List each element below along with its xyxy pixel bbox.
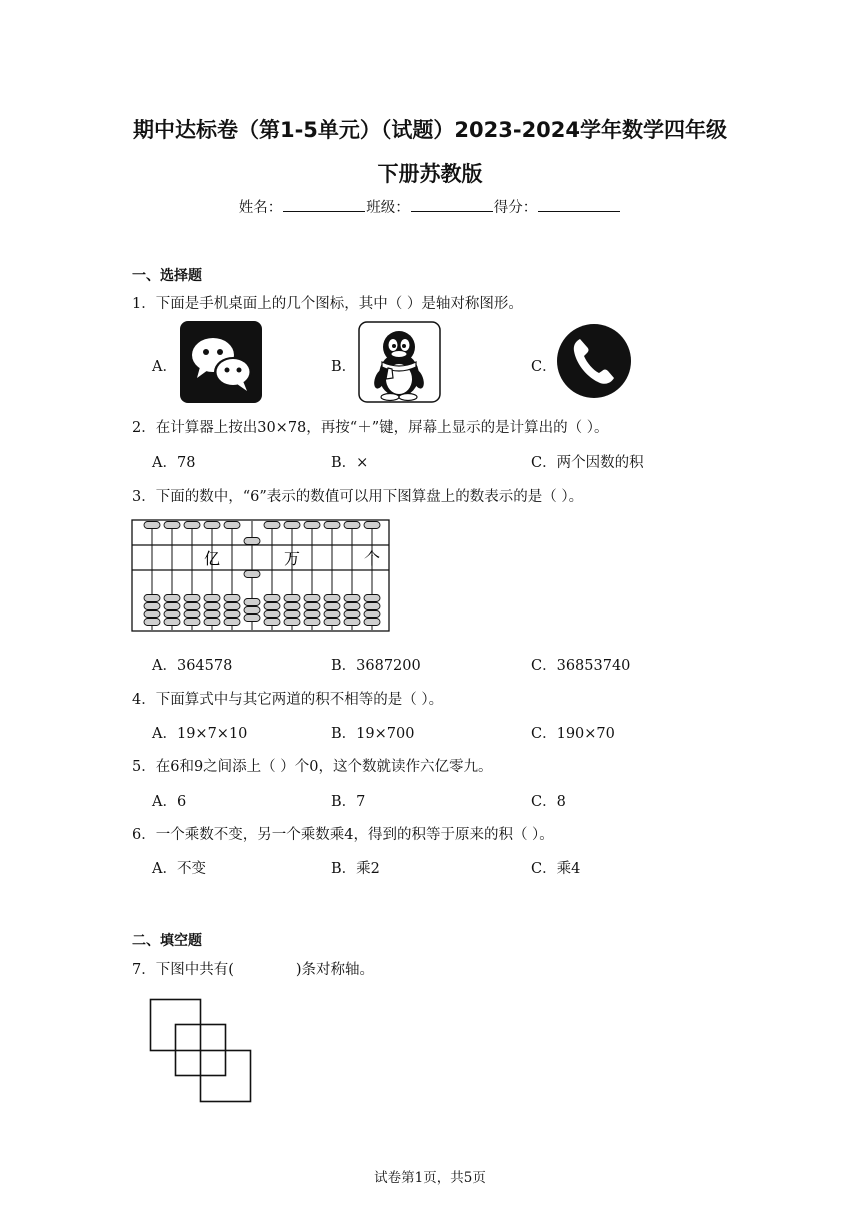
abacus-lower-bead (264, 619, 280, 626)
q1-option-c-label: C． (531, 359, 557, 375)
abacus-lower-bead (224, 603, 240, 610)
abacus-lower-bead (344, 611, 360, 618)
q5-option-a: A．6 (152, 794, 187, 810)
q4-option-b: B．19×700 (331, 726, 415, 742)
abacus-lower-bead (164, 619, 180, 626)
q4-option-c: C．190×70 (531, 726, 615, 742)
abacus-label-ge: 个 (363, 549, 381, 568)
abacus-label-yi: 亿 (203, 549, 221, 568)
name-label: 姓名： (238, 200, 283, 216)
abacus-lower-bead (244, 571, 260, 578)
abacus-lower-bead (224, 611, 240, 618)
question-7-text-before: 7．下图中共有( (132, 962, 234, 978)
abacus-lower-bead (244, 607, 260, 614)
q3-option-a: A．364578 (152, 658, 233, 674)
abacus-lower-bead (344, 595, 360, 602)
abacus-lower-bead (164, 611, 180, 618)
q5-option-c: C．8 (531, 794, 566, 810)
page-footer: 试卷第1页，共5页 (374, 1170, 486, 1186)
section-title-fill-in: 二、填空题 (132, 933, 202, 949)
overlapping-squares-figure (149, 998, 254, 1108)
wechat-icon (180, 321, 262, 407)
abacus-lower-bead (184, 595, 200, 602)
abacus-upper-bead (344, 522, 360, 529)
phone-icon (556, 323, 632, 403)
abacus-lower-bead (304, 595, 320, 602)
abacus-lower-bead (284, 603, 300, 610)
question-1-text: 1．下面是手机桌面上的几个图标，其中（ ）是轴对称图形。 (132, 296, 523, 312)
name-field[interactable] (283, 197, 365, 212)
abacus-lower-bead (244, 599, 260, 606)
abacus-lower-bead (204, 611, 220, 618)
abacus-lower-bead (324, 611, 340, 618)
abacus-lower-bead (364, 603, 380, 610)
abacus-lower-bead (324, 603, 340, 610)
abacus-upper-bead (304, 522, 320, 529)
abacus-lower-bead (344, 603, 360, 610)
q6-option-c: C．乘4 (531, 861, 581, 877)
section-title-multiple-choice: 一、选择题 (132, 268, 202, 284)
abacus-upper-bead (364, 522, 380, 529)
abacus-lower-bead (324, 619, 340, 626)
abacus-lower-bead (304, 603, 320, 610)
abacus-lower-bead (204, 619, 220, 626)
question-7-text-after: )条对称轴。 (295, 962, 375, 978)
abacus-lower-bead (264, 595, 280, 602)
abacus-lower-bead (264, 603, 280, 610)
page-title-line-2: 下册苏教版 (377, 162, 483, 186)
abacus-lower-bead (284, 595, 300, 602)
abacus-lower-bead (344, 619, 360, 626)
abacus-lower-bead (284, 611, 300, 618)
abacus-upper-bead (224, 522, 240, 529)
q1-option-a-label: A． (152, 359, 177, 375)
abacus-lower-bead (144, 595, 160, 602)
question-2-text: 2．在计算器上按出30×78，再按“＋”键，屏幕上显示的是计算出的（ ）。 (132, 420, 609, 436)
page-title-line-1: 期中达标卷（第1-5单元）（试题）2023-2024学年数学四年级 (132, 118, 728, 142)
q6-option-a: A．不变 (152, 861, 206, 877)
abacus-upper-bead (164, 522, 180, 529)
q6-option-b: B．乘2 (331, 861, 380, 877)
abacus-lower-bead (224, 619, 240, 626)
abacus-lower-bead (204, 603, 220, 610)
abacus-lower-bead (224, 595, 240, 602)
abacus-lower-bead (364, 595, 380, 602)
q2-option-a: A．78 (152, 455, 196, 471)
abacus-lower-bead (204, 595, 220, 602)
abacus-lower-bead (284, 619, 300, 626)
abacus-lower-bead (184, 619, 200, 626)
score-field[interactable] (538, 197, 620, 212)
abacus-upper-bead (144, 522, 160, 529)
question-7-text (132, 958, 374, 979)
abacus-lower-bead (184, 603, 200, 610)
qq-penguin-icon (358, 321, 441, 407)
abacus-lower-bead (304, 611, 320, 618)
abacus-lower-bead (264, 611, 280, 618)
q2-option-b: B．× (331, 455, 369, 471)
abacus-label-wan: 万 (283, 549, 301, 568)
abacus-lower-bead (144, 611, 160, 618)
abacus-lower-bead (324, 595, 340, 602)
q3-option-b: B．3687200 (331, 658, 421, 674)
abacus-lower-bead (184, 611, 200, 618)
class-field[interactable] (411, 197, 493, 212)
student-info-line (0, 196, 860, 217)
abacus-upper-bead (184, 522, 200, 529)
abacus-lower-bead (164, 595, 180, 602)
abacus-upper-bead (204, 522, 220, 529)
abacus-lower-bead (304, 619, 320, 626)
question-5-text: 5．在6和9之间添上（ ）个0，这个数就读作六亿零九。 (132, 759, 493, 775)
abacus-upper-bead (264, 522, 280, 529)
abacus-lower-bead (144, 619, 160, 626)
question-6-text: 6．一个乘数不变，另一个乘数乘4，得到的积等于原来的积（ ）。 (132, 827, 554, 843)
abacus-upper-bead (284, 522, 300, 529)
q3-option-c: C．36853740 (531, 658, 631, 674)
class-label: 班级： (366, 200, 410, 216)
question-3-text: 3．下面的数中，“6”表示的数值可以用下图算盘上的数表示的是（ ）。 (132, 489, 584, 505)
abacus-upper-bead (244, 538, 260, 545)
abacus-upper-bead (324, 522, 340, 529)
q5-option-b: B．7 (331, 794, 366, 810)
abacus-figure (131, 519, 391, 637)
question-4-text: 4．下面算式中与其它两道的积不相等的是（ ）。 (132, 692, 444, 708)
q2-option-c: C．两个因数的积 (531, 455, 644, 471)
abacus-lower-bead (244, 615, 260, 622)
q1-option-b-label: B． (331, 359, 357, 375)
abacus-lower-bead (144, 603, 160, 610)
abacus-lower-bead (164, 603, 180, 610)
abacus-lower-bead (364, 619, 380, 626)
abacus-lower-bead (364, 611, 380, 618)
score-label: 得分： (493, 200, 538, 216)
q4-option-a: A．19×7×10 (152, 726, 248, 742)
